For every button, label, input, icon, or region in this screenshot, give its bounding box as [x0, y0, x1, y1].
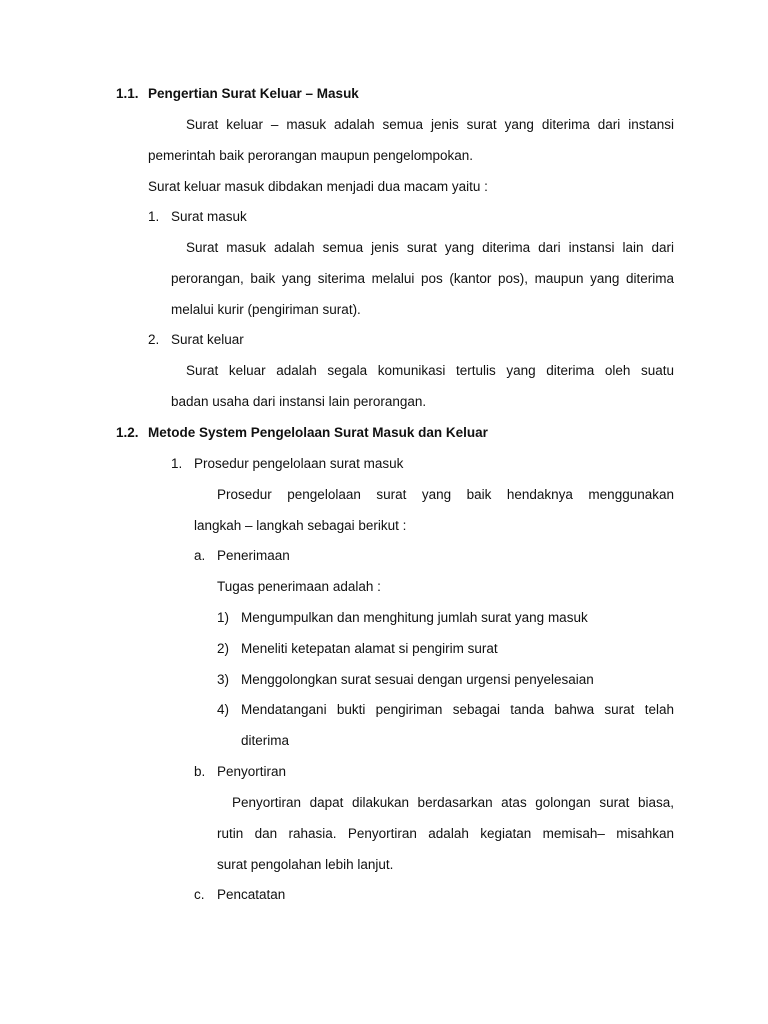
- penyortiran-line-3: surat pengolahan lebih lanjut.: [217, 857, 394, 872]
- step-3-number: 3): [217, 672, 230, 687]
- list-item-2-number: 2.: [148, 332, 160, 347]
- step-4-number: 4): [217, 702, 230, 717]
- prosedur-number: 1.: [171, 456, 183, 471]
- section-1-2-title: Metode System Pengelolaan Surat Masuk dan Keluar: [148, 425, 488, 440]
- penyortiran-line-2: rutin dan rahasia. Penyortiran adalah kegiatan memisah– misahkan: [217, 826, 674, 841]
- list-item-2-label: Surat keluar: [171, 332, 244, 347]
- prosedur-line-1: Prosedur pengelolaan surat yang baik hendaknya menggunakan: [217, 487, 674, 502]
- section-1-1-paragraph-line-2: pemerintah baik perorangan maupun pengelompokan.: [148, 148, 473, 163]
- step-3-text: Menggolongkan surat sesuai dengan urgensi penyelesaian: [241, 672, 594, 687]
- step-2-number: 2): [217, 641, 230, 656]
- list-item-1-number: 1.: [148, 209, 160, 224]
- sub-item-a-number: a.: [194, 548, 206, 563]
- step-4-continuation: diterima: [241, 733, 290, 748]
- surat-keluar-line-2: badan usaha dari instansi lain perorangan.: [171, 394, 427, 409]
- section-1-2-number: 1.2.: [116, 425, 139, 440]
- sub-item-c-label: Pencatatan: [217, 887, 286, 902]
- penerimaan-intro: Tugas penerimaan adalah :: [217, 579, 381, 594]
- sub-item-b-number: b.: [194, 764, 206, 779]
- list-item-1-label: Surat masuk: [171, 209, 247, 224]
- section-1-1-title: Pengertian Surat Keluar – Masuk: [148, 86, 359, 101]
- sub-item-a-label: Penerimaan: [217, 548, 290, 563]
- surat-keluar-line-1: Surat keluar adalah segala komunikasi tertulis yang diterima oleh suatu: [186, 363, 674, 378]
- sub-item-c-number: c.: [194, 887, 205, 902]
- prosedur-label: Prosedur pengelolaan surat masuk: [194, 456, 404, 471]
- surat-masuk-line-1: Surat masuk adalah semua jenis surat yang diterima dari instansi lain dari: [186, 240, 674, 255]
- penyortiran-line-1: Penyortiran dapat dilakukan berdasarkan atas golongan surat biasa,: [232, 795, 674, 810]
- section-1-1-paragraph-line-1: Surat keluar – masuk adalah semua jenis surat yang diterima dari instansi: [186, 117, 674, 132]
- surat-masuk-line-2: perorangan, baik yang siterima melalui pos (kantor pos), maupun yang diterima: [171, 271, 674, 286]
- step-1-text: Mengumpulkan dan menghitung jumlah surat yang masuk: [241, 610, 588, 625]
- surat-masuk-line-3: melalui kurir (pengiriman surat).: [171, 302, 361, 317]
- sub-item-b-label: Penyortiran: [217, 764, 287, 779]
- prosedur-line-2: langkah – langkah sebagai berikut :: [194, 518, 407, 533]
- section-1-1-paragraph-2: Surat keluar masuk dibdakan menjadi dua macam yaitu :: [148, 179, 488, 194]
- step-4-text: Mendatangani bukti pengiriman sebagai tanda bahwa surat telah: [241, 702, 674, 717]
- step-2-text: Meneliti ketepatan alamat si pengirim surat: [241, 641, 498, 656]
- step-1-number: 1): [217, 610, 230, 625]
- section-1-1-number: 1.1.: [116, 86, 139, 101]
